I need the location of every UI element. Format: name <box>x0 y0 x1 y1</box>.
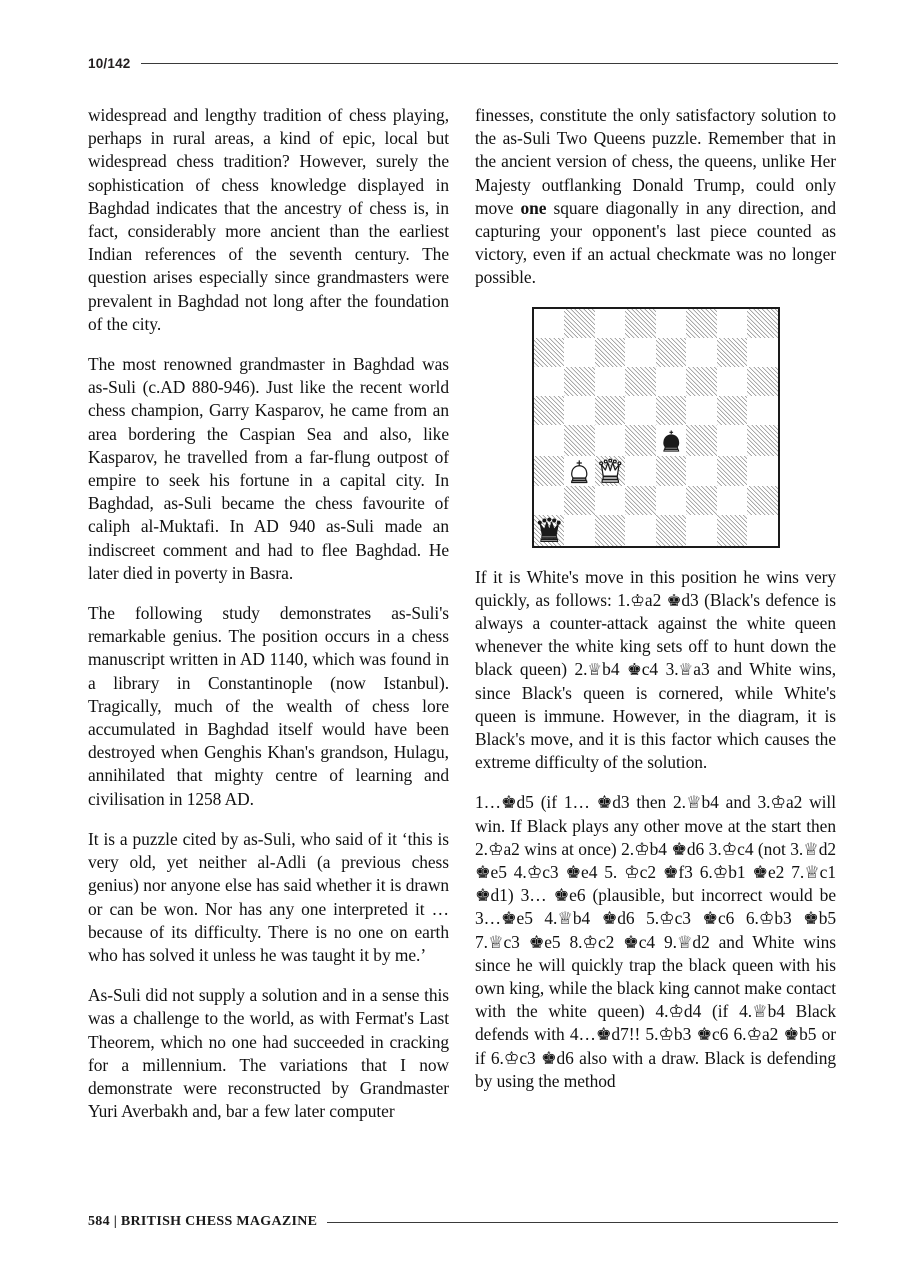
black-king-piece <box>656 425 687 456</box>
square-h4 <box>747 425 778 456</box>
article-body <box>88 104 836 1198</box>
paragraph: The following study demonstrates as-Suli's remarkable genius. The position occurs in a chess manuscript written in AD 1140, which was found in a library in Constantinople (now Istanbul). Tragically, much of the wealth of chess lore accumulated in Baghdad itself would have been destroyed when Genghis Khan's grandson, Hulagu, annihilated that mighty centre of learning and civilisation in 1258 AD. <box>88 603 449 809</box>
emphasis-one: one <box>520 197 547 218</box>
paragraph: As-Suli did not supply a solution and in a sense this was a challenge to the world, as with Fermat's Last Theorem, which no one had succeeded in cracking for a millennium. The variations that I now demonstrate were reconstructed by Grandmaster Yuri Averbakh and, bar a few later computer <box>88 985 449 1122</box>
square-d1 <box>625 515 656 546</box>
square-a4 <box>534 425 565 456</box>
footer-magazine-title: 584 | BRITISH CHESS MAGAZINE <box>88 1214 318 1229</box>
folio-number: 10/142 <box>88 55 131 71</box>
square-b1 <box>564 515 595 546</box>
square-e2 <box>656 486 687 515</box>
paragraph: It is a puzzle cited by as-Suli, who said of it ‘this is very old, yet neither al-Adli (a previous chess genius) nor anyone else has said whether it is drawn or can be won. Nor has any one interpreted it … because of its difficulty. There is no one on earth who has solved it unless he was taught it by me.’ <box>88 828 449 965</box>
paragraph: The most renowned grandmaster in Baghdad was as-Suli (c.AD 880-946). Just like the recent world chess champion, Garry Kasparov, he came from an area bordering the Caspian Sea and also, like Kasparov, he travelled from a far-flung outpost of empire to seek his fortune in a capital city. In Baghdad, as-Suli became the chess favourite of caliph al-Muktafi. In AD 940 as-Suli made an indiscreet comment and had to flee Baghdad. He later died in poverty in Basra. <box>88 354 449 583</box>
right-column <box>475 104 836 1198</box>
square-e8 <box>656 309 687 338</box>
square-h7 <box>747 338 778 367</box>
white-queen-figurine: ♕ <box>587 660 603 680</box>
square-g4 <box>717 425 748 456</box>
square-d4 <box>625 425 656 456</box>
chess-diagram <box>475 307 836 548</box>
square-d5 <box>625 396 656 425</box>
square-g5 <box>717 396 748 425</box>
black-king-figurine: ♚ <box>666 590 682 610</box>
paragraph: widespread and lengthy tradition of chess playing, perhaps in rural areas, a kind of epic, local but widespread chess tradition? However, surely the sophistication of chess knowledge displayed in Baghdad indicates that the ancestry of chess is, in fact, considerably more ancient than the earliest Indian references of the seventh century. The question arises especially since grandmasters were prevalent in Baghdad not long after the foundation of the city. <box>88 105 449 334</box>
square-f7 <box>686 338 717 367</box>
analysis-part-6: b4 <box>602 659 627 680</box>
square-c8 <box>595 309 626 338</box>
square-a6 <box>534 367 565 396</box>
square-e5 <box>656 396 687 425</box>
square-b7 <box>564 338 595 367</box>
square-b4 <box>564 425 595 456</box>
square-c4 <box>595 425 626 456</box>
square-e7 <box>656 338 687 367</box>
square-f6 <box>686 367 717 396</box>
footer-rule <box>327 1222 838 1223</box>
square-e4 <box>656 425 687 456</box>
square-d6 <box>625 367 656 396</box>
square-e3 <box>656 456 687 487</box>
page-footer <box>88 1212 838 1232</box>
intro-text-part-2: square diagonally in any direction, and capturing your opponent's last piece counted as victory, even if an actual checkmate was no longer possible. <box>475 197 836 288</box>
white-king-figurine: ♔ <box>630 590 645 610</box>
square-a1 <box>534 515 565 546</box>
square-c5 <box>595 396 626 425</box>
square-a8 <box>534 309 565 338</box>
square-d7 <box>625 338 656 367</box>
square-b2 <box>564 486 595 515</box>
square-d2 <box>625 486 656 515</box>
square-f1 <box>686 515 717 546</box>
header-rule <box>141 63 839 64</box>
white-queen-piece <box>595 456 626 487</box>
square-a2 <box>534 486 565 515</box>
square-h2 <box>747 486 778 515</box>
analysis-part-4: d3 (Black's defence is always a counter-attack against the white queen whenever the white king sets off to hunt down the black queen) 2. <box>475 589 836 680</box>
square-h5 <box>747 396 778 425</box>
square-g3 <box>717 456 748 487</box>
square-b6 <box>564 367 595 396</box>
analysis-part-8: c4 3. <box>641 659 679 680</box>
square-e6 <box>656 367 687 396</box>
square-a5 <box>534 396 565 425</box>
square-f8 <box>686 309 717 338</box>
square-h8 <box>747 309 778 338</box>
square-g6 <box>717 367 748 396</box>
square-b8 <box>564 309 595 338</box>
square-f5 <box>686 396 717 425</box>
page-header <box>88 52 838 74</box>
paragraph-analysis <box>475 566 836 775</box>
square-g1 <box>717 515 748 546</box>
square-c2 <box>595 486 626 515</box>
black-queen-piece <box>534 515 565 546</box>
square-d3 <box>625 456 656 487</box>
paragraph-variations: 1…♚d5 (if 1… ♚d3 then 2.♕b4 and 3.♔a2 will win. If Black plays any other move at the start then 2.♔a2 wins at once) 2.♔b4 ♚d6 3.♔c4 (not 3.♕d2 ♚e5 4.♔c3 ♚e4 5. ♔c2 ♚f3 6.♔b1 ♚e2 7.♕c1 ♚d1) 3… ♚e6 (plausible, but incorrect would be 3…♚e5 4.♕b4 ♚d6 5.♔c3 ♚c6 6.♔b3 ♚b5 7.♕c3 ♚e5 8.♔c2 ♚c4 9.♕d2 and White wins since he will quickly trap the black queen with his own king, while the black king cannot make contact with the white queen) 4.♔d4 (if 4.♕b4 Black defends with 4…♚d7!! 5.♔b3 ♚c6 6.♔a2 ♚b5 or if 6.♔c3 ♚d6 also with a draw. Black is defending by using the method <box>475 792 836 1091</box>
intro-text-part-1: finesses, constitute the only satisfactory solution to the as-Suli Two Queens puzzle. Remember that in the ancient version of chess, the queens, unlike Her Majesty outflanking Donald Trump, could only move <box>475 105 836 218</box>
square-c3 <box>595 456 626 487</box>
square-g8 <box>717 309 748 338</box>
square-h3 <box>747 456 778 487</box>
chess-board <box>532 307 780 548</box>
white-queen-figurine: ♕ <box>678 660 694 680</box>
paragraph-intro <box>475 104 836 290</box>
square-f4 <box>686 425 717 456</box>
left-column <box>88 104 449 1198</box>
square-c7 <box>595 338 626 367</box>
square-e1 <box>656 515 687 546</box>
square-a7 <box>534 338 565 367</box>
white-king-piece <box>564 456 595 487</box>
square-g2 <box>717 486 748 515</box>
analysis-part-2: a2 <box>644 589 667 610</box>
analysis-part-0: If it is White's move in this position he wins very quickly, as follows: 1. <box>475 566 836 610</box>
square-f3 <box>686 456 717 487</box>
square-c6 <box>595 367 626 396</box>
analysis-part-10: a3 and White wins, since Black's queen is cornered, while White's queen is immune. However, in the diagram, it is Black's move, and it is this factor which causes the extreme difficulty of the solution. <box>475 659 837 773</box>
square-a3 <box>534 456 565 487</box>
square-d8 <box>625 309 656 338</box>
square-h1 <box>747 515 778 546</box>
square-b3 <box>564 456 595 487</box>
square-b5 <box>564 396 595 425</box>
square-f2 <box>686 486 717 515</box>
square-h6 <box>747 367 778 396</box>
square-c1 <box>595 515 626 546</box>
square-g7 <box>717 338 748 367</box>
black-king-figurine: ♚ <box>627 660 642 680</box>
